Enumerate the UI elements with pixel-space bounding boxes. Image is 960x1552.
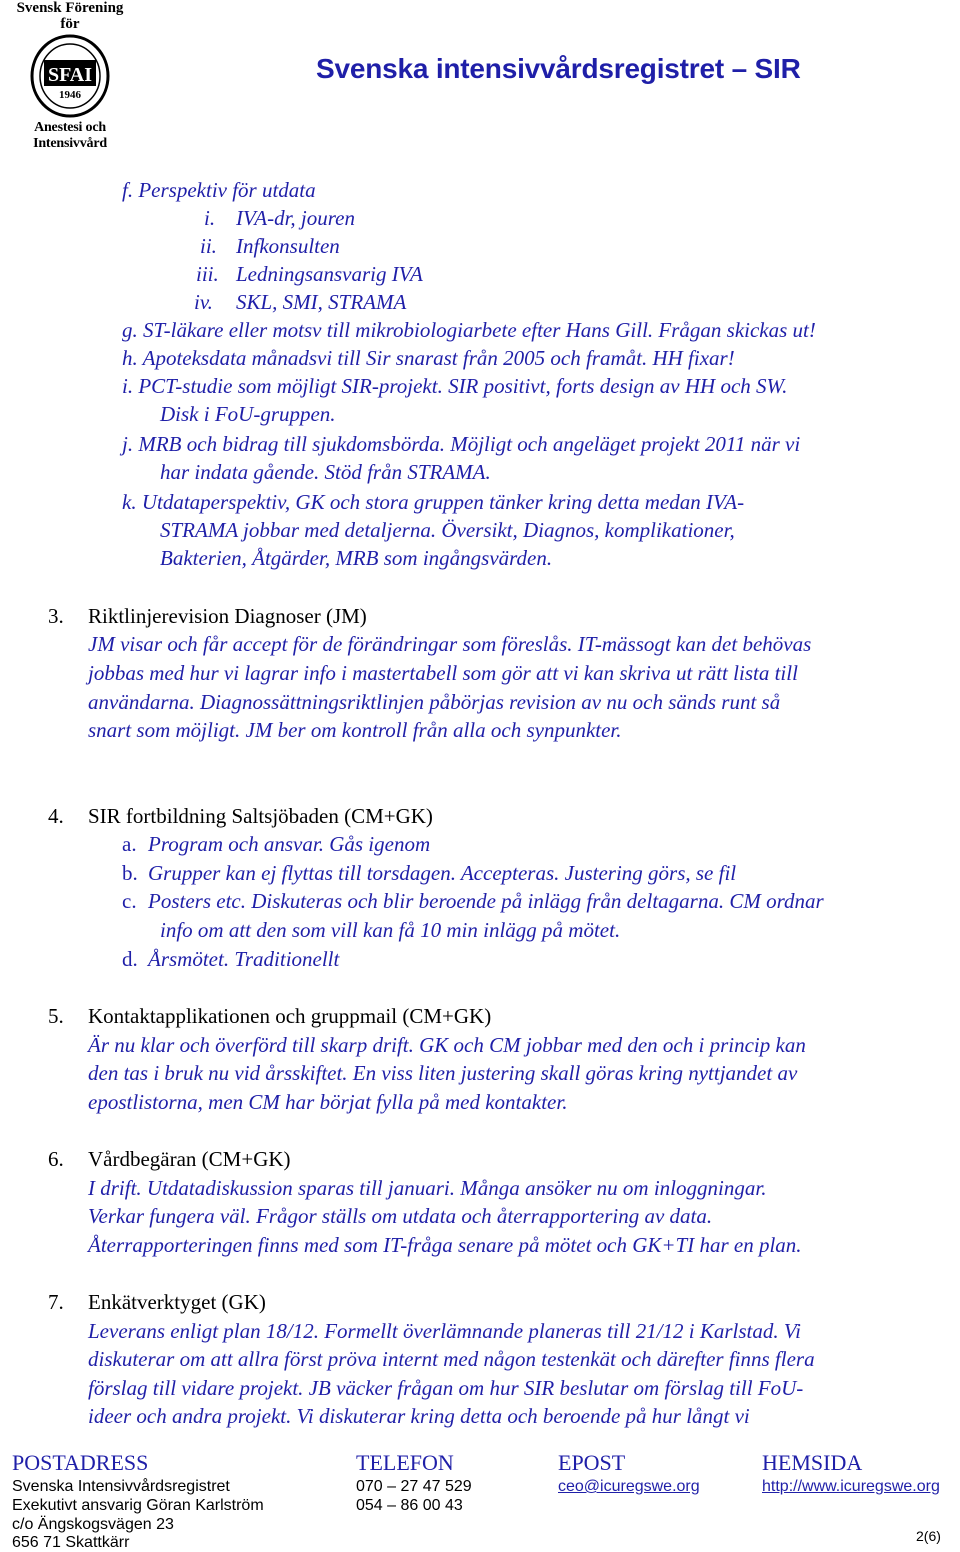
list-text: Utdataperspektiv, GK och stora gruppen tänker kring detta medan IVA- — [141, 490, 745, 514]
list-label: iv. — [194, 290, 213, 314]
list-item-text: SKL, SMI, STRAMA — [236, 290, 407, 314]
list-label: f. — [122, 178, 134, 202]
section5-line: epostlistorna, men CM har börjat fylla på med kontakter. — [88, 1090, 568, 1114]
list-text: PCT-studie som möjligt SIR-projekt. SIR positivt, forts design av HH och SW. — [138, 374, 788, 398]
section6-line: Återrapporteringen finns med som IT-fråga senare på mötet och GK+TI har en plan. — [88, 1233, 802, 1257]
section4-item-label: c. — [122, 889, 137, 913]
list-item — [122, 372, 787, 400]
section4-item-text: Grupper kan ej flyttas till torsdagen. Accepteras. Justering görs, se fil — [148, 861, 737, 885]
footer-hemsida-heading: HEMSIDA — [762, 1450, 863, 1475]
section5-line: Är nu klar och överförd till skarp drift. GK och CM jobbar med den och i princip kan — [88, 1033, 806, 1057]
section3-line: JM visar och får accept för de förändringar som föreslås. IT-mässogt kan det behövas — [88, 632, 812, 656]
list-item — [204, 204, 215, 232]
list-label: i. — [204, 206, 216, 230]
sfai-logo — [8, 0, 132, 151]
list-item — [122, 430, 800, 458]
section6-line: I drift. Utdatadiskussion sparas till januari. Många ansöker nu om inloggningar. — [88, 1176, 767, 1200]
page-number: 2(6) — [916, 1528, 941, 1544]
list-item-text: STRAMA jobbar med detaljerna. Översikt, Diagnos, komplikationer, — [160, 518, 735, 542]
list-text: Apoteksdata månadsvi till Sir snarast från 2005 och framåt. HH fixar! — [142, 346, 735, 370]
seal-year: 1946 — [59, 89, 81, 101]
list-item — [194, 288, 213, 316]
list-item — [122, 344, 735, 372]
section4-item-text: Program och ansvar. Gås igenom — [148, 832, 431, 856]
list-item — [122, 316, 816, 344]
logo-bottom-text: Anestesi och Intensivvård — [33, 120, 107, 151]
footer-postadress-line: Svenska Intensivvårdsregistret — [12, 1478, 230, 1495]
list-item-text: Disk i FoU-gruppen. — [160, 402, 336, 426]
list-item-text: Infkonsulten — [236, 234, 340, 258]
list-text: ST-läkare eller motsv till mikrobiologiarbete efter Hans Gill. Frågan skickas ut! — [143, 318, 816, 342]
section7-heading: Enkätverktyget (GK) — [88, 1290, 266, 1314]
section5-number: 5. — [48, 1004, 64, 1028]
list-item — [196, 260, 219, 288]
section5-heading: Kontaktapplikationen och gruppmail (CM+GK) — [88, 1004, 492, 1028]
list-item — [200, 232, 217, 260]
section4-number: 4. — [48, 804, 64, 828]
list-item-text: Ledningsansvarig IVA — [236, 262, 423, 286]
list-label: iii. — [196, 262, 219, 286]
section4-item-text: info om att den som vill kan få 10 min inlägg på mötet. — [160, 918, 621, 942]
footer-hemsida-link[interactable]: http://www.icuregswe.org — [762, 1478, 940, 1495]
section4-item-label: d. — [122, 947, 138, 971]
footer-postadress-line: 656 71 Skattkärr — [12, 1534, 130, 1551]
header-title: Svenska intensivvårdsregistret – SIR — [316, 53, 801, 84]
section4-item-label: a. — [122, 832, 137, 856]
footer-epost-heading: EPOST — [558, 1450, 626, 1475]
section4-item-label: b. — [122, 861, 138, 885]
list-item-text: har indata gående. Stöd från STRAMA. — [160, 460, 491, 484]
footer-telefon-line: 054 – 86 00 43 — [356, 1497, 463, 1514]
section3-line: snart som möjligt. JM ber om kontroll från alla och synpunkter. — [88, 718, 622, 742]
list-text: Perspektiv för utdata — [138, 178, 316, 202]
section3-line: jobbas med hur vi lagrar info i mastertabell som gör att vi kan skriva ut rätt lista till — [88, 661, 798, 685]
footer-telefon-line: 070 – 27 47 529 — [356, 1478, 472, 1495]
section3-number: 3. — [48, 604, 64, 628]
section6-line: Verkar fungera väl. Frågor ställs om utdata och återrapportering av data. — [88, 1204, 713, 1228]
list-text: MRB och bidrag till sjukdomsbörda. Möjligt och angeläget projekt 2011 när vi — [138, 432, 801, 456]
list-label: i. — [122, 374, 134, 398]
list-label: ii. — [200, 234, 217, 258]
section4-heading: SIR fortbildning Saltsjöbaden (CM+GK) — [88, 804, 433, 828]
sfai-seal-icon — [30, 34, 110, 118]
section4-item-text: Posters etc. Diskuteras och blir beroende på inlägg från deltagarna. CM ordnar — [148, 889, 824, 913]
section3-line: användarna. Diagnossättningsriktlinjen påbörjas revision av nu och sänds runt så — [88, 690, 781, 714]
footer-postadress-line: Exekutivt ansvarig Göran Karlström — [12, 1497, 264, 1514]
section4-item-text: Årsmötet. Traditionellt — [148, 947, 340, 971]
list-item — [122, 488, 744, 516]
section7-line: ideer och andra projekt. Vi diskuterar kring detta och beroende på hur långt vi — [88, 1404, 750, 1428]
section3-heading: Riktlinjerevision Diagnoser (JM) — [88, 604, 367, 628]
footer-telefon-heading: TELEFON — [356, 1450, 454, 1475]
list-label: j. — [122, 432, 134, 456]
section7-line: förslag till vidare projekt. JB väcker frågan om hur SIR beslutar om förslag till FoU- — [88, 1376, 804, 1400]
footer-epost-link[interactable]: ceo@icuregswe.org — [558, 1478, 700, 1495]
section7-line: Leverans enligt plan 18/12. Formellt överlämnande planeras till 21/12 i Karlstad. Vi — [88, 1319, 801, 1343]
section7-number: 7. — [48, 1290, 64, 1314]
section6-number: 6. — [48, 1147, 64, 1171]
footer-postadress-heading: POSTADRESS — [12, 1450, 149, 1475]
seal-text: SFAI — [47, 64, 93, 86]
list-label: h. — [122, 346, 138, 370]
list-label: g. — [122, 318, 138, 342]
list-item — [122, 176, 316, 204]
section5-line: den tas i bruk nu vid årsskiftet. En viss liten justering skall göras kring nyttjandet av — [88, 1061, 798, 1085]
logo-line1: Svensk Förening — [16, 0, 124, 16]
list-item-text: IVA-dr, jouren — [236, 206, 355, 230]
list-label: k. — [122, 490, 137, 514]
logo-line2: för — [60, 16, 80, 32]
section7-line: diskuterar om att allra först pröva internt med någon testenkät och därefter finns flera — [88, 1347, 815, 1371]
section6-heading: Vårdbegäran (CM+GK) — [88, 1147, 291, 1171]
list-item-text: Bakterien, Åtgärder, MRB som ingångsvärden. — [160, 546, 553, 570]
footer-postadress-line: c/o Ängskogsvägen 23 — [12, 1516, 174, 1533]
